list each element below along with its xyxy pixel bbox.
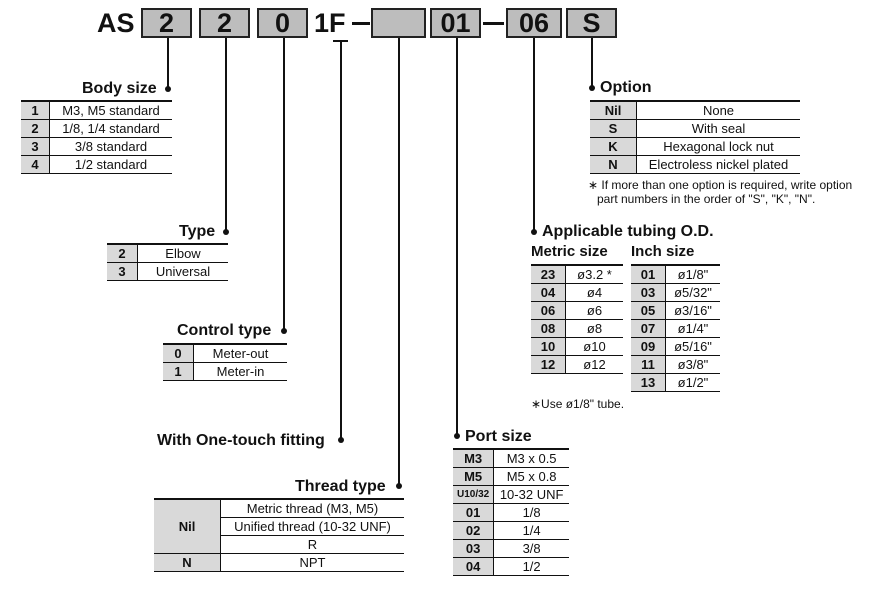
port-size-box: 01 [430,8,481,38]
table-row [154,499,404,518]
control-type-title: Control type [177,322,272,339]
desc-cell: ø1/2" [666,374,721,392]
table-row [107,244,228,263]
code-cell: M3 [453,449,494,468]
code-cell: 01 [453,504,494,522]
code-cell: 03 [631,284,666,302]
table-row [453,486,569,504]
table-row [531,302,623,320]
tubing-dot [531,229,537,235]
code-cell: 03 [453,540,494,558]
code-cell: Nil [154,499,221,554]
code-cell: 09 [631,338,666,356]
code-cell: 11 [631,356,666,374]
part-prefix: AS [97,8,135,38]
port-size-title: Port size [465,428,532,445]
table-row [531,338,623,356]
desc-cell: Meter-out [194,344,288,363]
code-cell: 10 [531,338,566,356]
desc-cell: ø6 [566,302,624,320]
desc-cell: None [637,101,801,120]
thread-type-box [371,8,426,38]
thread-type-title: Thread type [295,478,386,495]
thread-type-dot [396,483,402,489]
desc-cell: 3/8 [494,540,569,558]
table-row [631,320,720,338]
table-row [631,356,720,374]
body-size-table [21,100,172,174]
type-dot [223,229,229,235]
desc-cell: 1/2 [494,558,569,576]
desc-cell: M3, M5 standard [50,101,173,120]
table-row [590,101,800,120]
table-row [631,374,720,392]
table-row [631,265,720,284]
desc-cell: ø3/16" [666,302,721,320]
table-row [453,468,569,486]
option-table [590,100,800,174]
desc-cell: M3 x 0.5 [494,449,569,468]
tubing-title: Applicable tubing O.D. [542,223,714,240]
option-box: S [566,8,617,38]
table-row [590,120,800,138]
desc-cell: Electroless nickel plated [637,156,801,174]
table-row [531,284,623,302]
port-size-dot [454,433,460,439]
code-cell: 4 [21,156,50,174]
desc-cell: 1/4 [494,522,569,540]
desc-cell: 1/2 standard [50,156,173,174]
code-cell: 1 [163,363,194,381]
inch-size-title: Inch size [631,243,695,260]
code-cell: 07 [631,320,666,338]
tubing-note: ∗Use ø1/8" tube. [531,397,625,411]
desc-cell: ø3.2 * [566,265,624,284]
type-leader [225,38,227,232]
table-row [631,284,720,302]
table-row [590,156,800,174]
code-cell: 13 [631,374,666,392]
table-row [163,363,287,381]
option-dot [589,85,595,91]
code-cell: 02 [453,522,494,540]
code-cell: N [590,156,637,174]
thread-type-leader [398,38,400,486]
table-row [453,540,569,558]
code-cell: S [590,120,637,138]
table-row [21,138,172,156]
desc-cell: Universal [138,263,229,281]
desc-cell: 1/8, 1/4 standard [50,120,173,138]
desc-cell: Elbow [138,244,229,263]
code-cell: 1 [21,101,50,120]
desc-cell: Metric thread (M3, M5) [221,499,405,518]
body-size-box: 2 [141,8,192,38]
code-cell: 2 [107,244,138,263]
table-row [590,138,800,156]
table-row [453,504,569,522]
desc-cell: 10-32 UNF [494,486,569,504]
desc-cell: Meter-in [194,363,288,381]
table-row [154,554,404,572]
tubing-leader [533,38,535,232]
code-cell: 12 [531,356,566,374]
port-size-table [453,448,569,576]
separator-dash [483,22,504,25]
table-row [531,356,623,374]
option-note-line1: ∗ If more than one option is required, write option [588,178,853,192]
type-title: Type [179,223,216,240]
table-row [21,101,172,120]
code-cell: U10/32 [453,486,494,504]
body-size-title: Body size [82,80,157,97]
metric-tubing-table [531,264,623,374]
table-row [531,265,623,284]
control-type-leader [283,38,285,332]
fitting-title: With One-touch fitting [157,432,325,449]
body-size-leader [167,38,169,90]
code-cell: 08 [531,320,566,338]
code-cell: 0 [163,344,194,363]
code-cell: Nil [590,101,637,120]
code-cell: 06 [531,302,566,320]
table-row [531,320,623,338]
body-size-dot [165,86,171,92]
desc-cell: ø1/4" [666,320,721,338]
code-cell: 04 [531,284,566,302]
desc-cell: ø12 [566,356,624,374]
desc-cell: 1/8 [494,504,569,522]
code-cell: 23 [531,265,566,284]
desc-cell: ø4 [566,284,624,302]
code-cell: 04 [453,558,494,576]
desc-cell: Unified thread (10-32 UNF) [221,518,405,536]
desc-cell: ø1/8" [666,265,721,284]
inch-tubing-table [631,264,720,392]
fitting-leader [340,40,342,440]
separator-dash [352,22,370,25]
control-type-table [163,343,287,381]
desc-cell: ø3/8" [666,356,721,374]
desc-cell: ø8 [566,320,624,338]
code-cell: M5 [453,468,494,486]
table-row [21,156,172,174]
table-row [453,449,569,468]
desc-cell: NPT [221,554,405,572]
code-cell: 2 [21,120,50,138]
fitting-code: 1F [314,8,346,38]
desc-cell: M5 x 0.8 [494,468,569,486]
desc-cell: ø5/32" [666,284,721,302]
control-type-dot [281,328,287,334]
desc-cell: With seal [637,120,801,138]
code-cell: N [154,554,221,572]
code-cell: K [590,138,637,156]
metric-size-title: Metric size [531,243,608,260]
desc-cell: 3/8 standard [50,138,173,156]
port-size-leader [456,38,458,436]
code-cell: 05 [631,302,666,320]
option-note-line2: part numbers in the order of "S", "K", "N". [597,192,816,206]
desc-cell: Hexagonal lock nut [637,138,801,156]
option-title: Option [600,79,652,96]
table-row [631,338,720,356]
tubing-box: 06 [506,8,562,38]
desc-cell: ø10 [566,338,624,356]
option-leader [591,38,593,88]
thread-type-table [154,498,404,572]
table-row [453,558,569,576]
code-cell: 3 [107,263,138,281]
table-row [453,522,569,540]
table-row [107,263,228,281]
type-box: 2 [199,8,250,38]
control-type-box: 0 [257,8,308,38]
code-cell: 01 [631,265,666,284]
desc-cell: ø5/16" [666,338,721,356]
code-cell: 3 [21,138,50,156]
table-row [631,302,720,320]
fitting-dot [338,437,344,443]
table-row [163,344,287,363]
table-row [21,120,172,138]
type-table [107,243,228,281]
desc-cell: R [221,536,405,554]
